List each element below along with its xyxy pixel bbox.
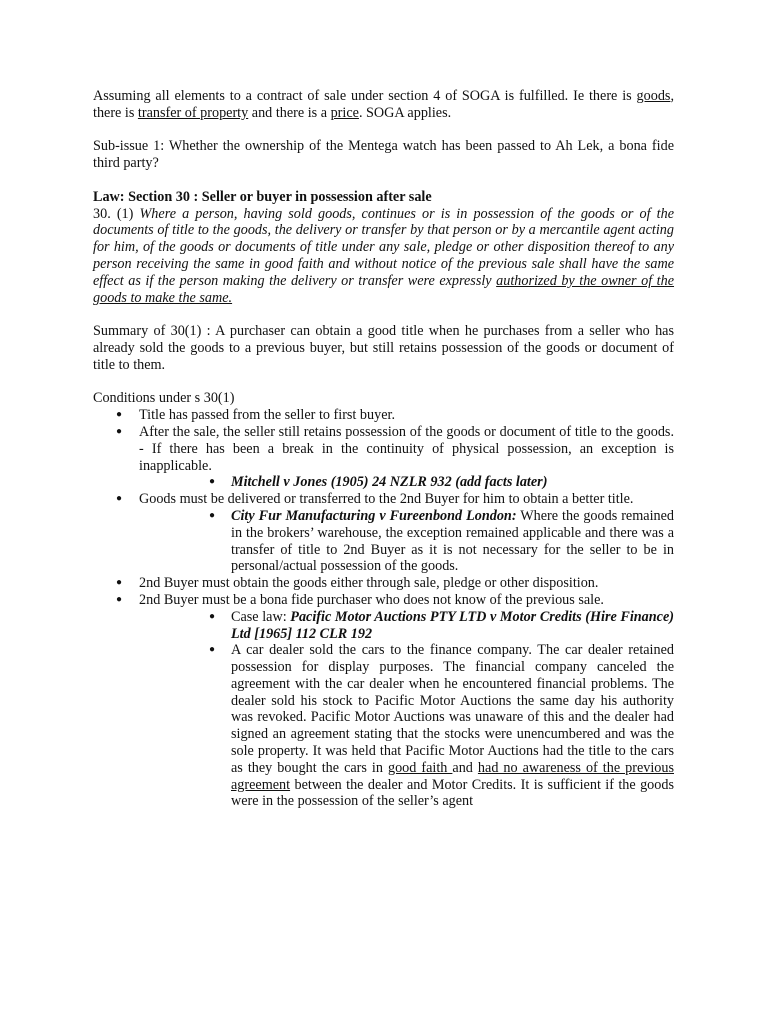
intro-paragraph — [93, 88, 674, 122]
condition-text: Title has passed from the seller to first buyer. — [139, 407, 395, 424]
conditions-list — [93, 407, 674, 810]
bullet-icon: ● — [115, 493, 123, 505]
bullet-icon: ● — [208, 476, 216, 488]
list-item — [185, 474, 674, 491]
case-facts: and — [452, 759, 478, 776]
list-item — [93, 592, 674, 810]
case-name: Pacific Motor Auctions PTY LTD v Motor Credits (Hire Finance) Ltd [1965] 112 CLR 192 — [231, 608, 674, 642]
bullet-icon: ● — [115, 425, 123, 437]
sub-list — [185, 474, 674, 491]
summary-paragraph: Summary of 30(1) : A purchaser can obtain a good title when he purchases from a seller who has already sold the goods to a previous buyer, but still retains possession of the goods or document of title to them. — [93, 323, 674, 373]
condition-text: 2nd Buyer must obtain the goods either through sale, pledge or other disposition. — [139, 575, 599, 592]
bullet-icon: ● — [115, 593, 123, 605]
section-quote: Where a person, having sold goods, continues or is in possession of the goods or of the documents of title to the goods, the delivery or transfer by that person or by a mercantile agent acting for him, of the goods or documents of title under any sale, pledge or other disposition thereof to any person receiving the same in good faith and without notice of the previous sale shall have the same effect as if the person making the delivery or transfer were expressly — [93, 205, 674, 289]
good-faith-term: good faith — [387, 759, 453, 776]
price-term: price — [330, 104, 359, 121]
list-item — [93, 424, 674, 491]
condition-text: 2nd Buyer must be a bona fide purchaser who does not know of the previous sale. — [139, 591, 604, 608]
bullet-icon: ● — [115, 409, 123, 421]
section-quote-underlined: authorized by the owner of the goods to make the same. — [93, 272, 675, 306]
condition-text: Goods must be delivered or transferred to the 2nd Buyer for him to obtain a better title. — [139, 491, 634, 508]
bullet-icon: ● — [115, 577, 123, 589]
document-body — [93, 88, 674, 810]
case-name: Mitchell v Jones (1905) 24 NZLR 932 (add facts later) — [231, 474, 548, 491]
list-item — [185, 508, 674, 575]
case-name: City Fur Manufacturing v Fureenbond London: — [231, 507, 517, 524]
condition-text: After the sale, the seller still retains possession of the goods or document of title to the goods. - If there has been a break in the continuity of physical possession, an exception is inapplicable. — [139, 423, 674, 474]
intro-text: . SOGA applies. — [358, 104, 452, 121]
list-item — [185, 609, 674, 643]
bullet-icon: ● — [208, 509, 216, 521]
list-item — [93, 407, 674, 424]
sub-list — [185, 508, 674, 575]
sub-list — [185, 609, 674, 811]
section-number: 30. (1) — [93, 205, 140, 222]
section-30-text — [93, 206, 674, 307]
list-item — [93, 575, 674, 592]
bullet-icon: ● — [208, 610, 216, 622]
case-text: Where the goods remained in the brokers’ warehouse, the exception remained applicable and there was a transfer of title to 2nd Buyer as it is not necessary for the seller to be in personal/actual possession of the goods. — [231, 507, 674, 575]
list-item — [185, 642, 674, 810]
intro-text: and there is a — [248, 104, 331, 121]
sub-issue: Sub-issue 1: Whether the ownership of the Mentega watch has been passed to Ah Lek, a bona fide third party? — [93, 138, 674, 172]
conditions-heading: Conditions under s 30(1) — [93, 390, 235, 407]
list-item — [93, 491, 674, 575]
case-facts: A car dealer sold the cars to the finance company. The car dealer retained possession for display purposes. The financial company canceled the agreement with the car dealer when he encountered financial problems. The dealer sold his stock to Pacific Motor Auctions the same day his authority was revoked. Pacific Motor Auctions was unaware of this and the dealer had signed an agreement stating that the stocks were unencumbered and was the sole property. It was held that Pacific Motor Auctions had the title to the cars as they bought the cars in — [231, 642, 674, 776]
bullet-icon: ● — [208, 644, 216, 656]
case-law-label: Case law: — [231, 608, 291, 625]
no-awareness-term: had no awareness of the previous agreement — [231, 759, 674, 793]
intro-text: , there is — [93, 88, 674, 121]
intro-text: Assuming all elements to a contract of sale under section 4 of SOGA is fulfilled. Ie there is — [93, 88, 637, 104]
law-heading: Law: Section 30 : Seller or buyer in possession after sale — [93, 188, 432, 205]
case-facts: between the dealer and Motor Credits. It is sufficient if the goods were in the possession of the seller’s agent — [231, 776, 674, 810]
transfer-term: transfer of property — [137, 104, 249, 121]
goods-term: goods — [636, 88, 671, 104]
